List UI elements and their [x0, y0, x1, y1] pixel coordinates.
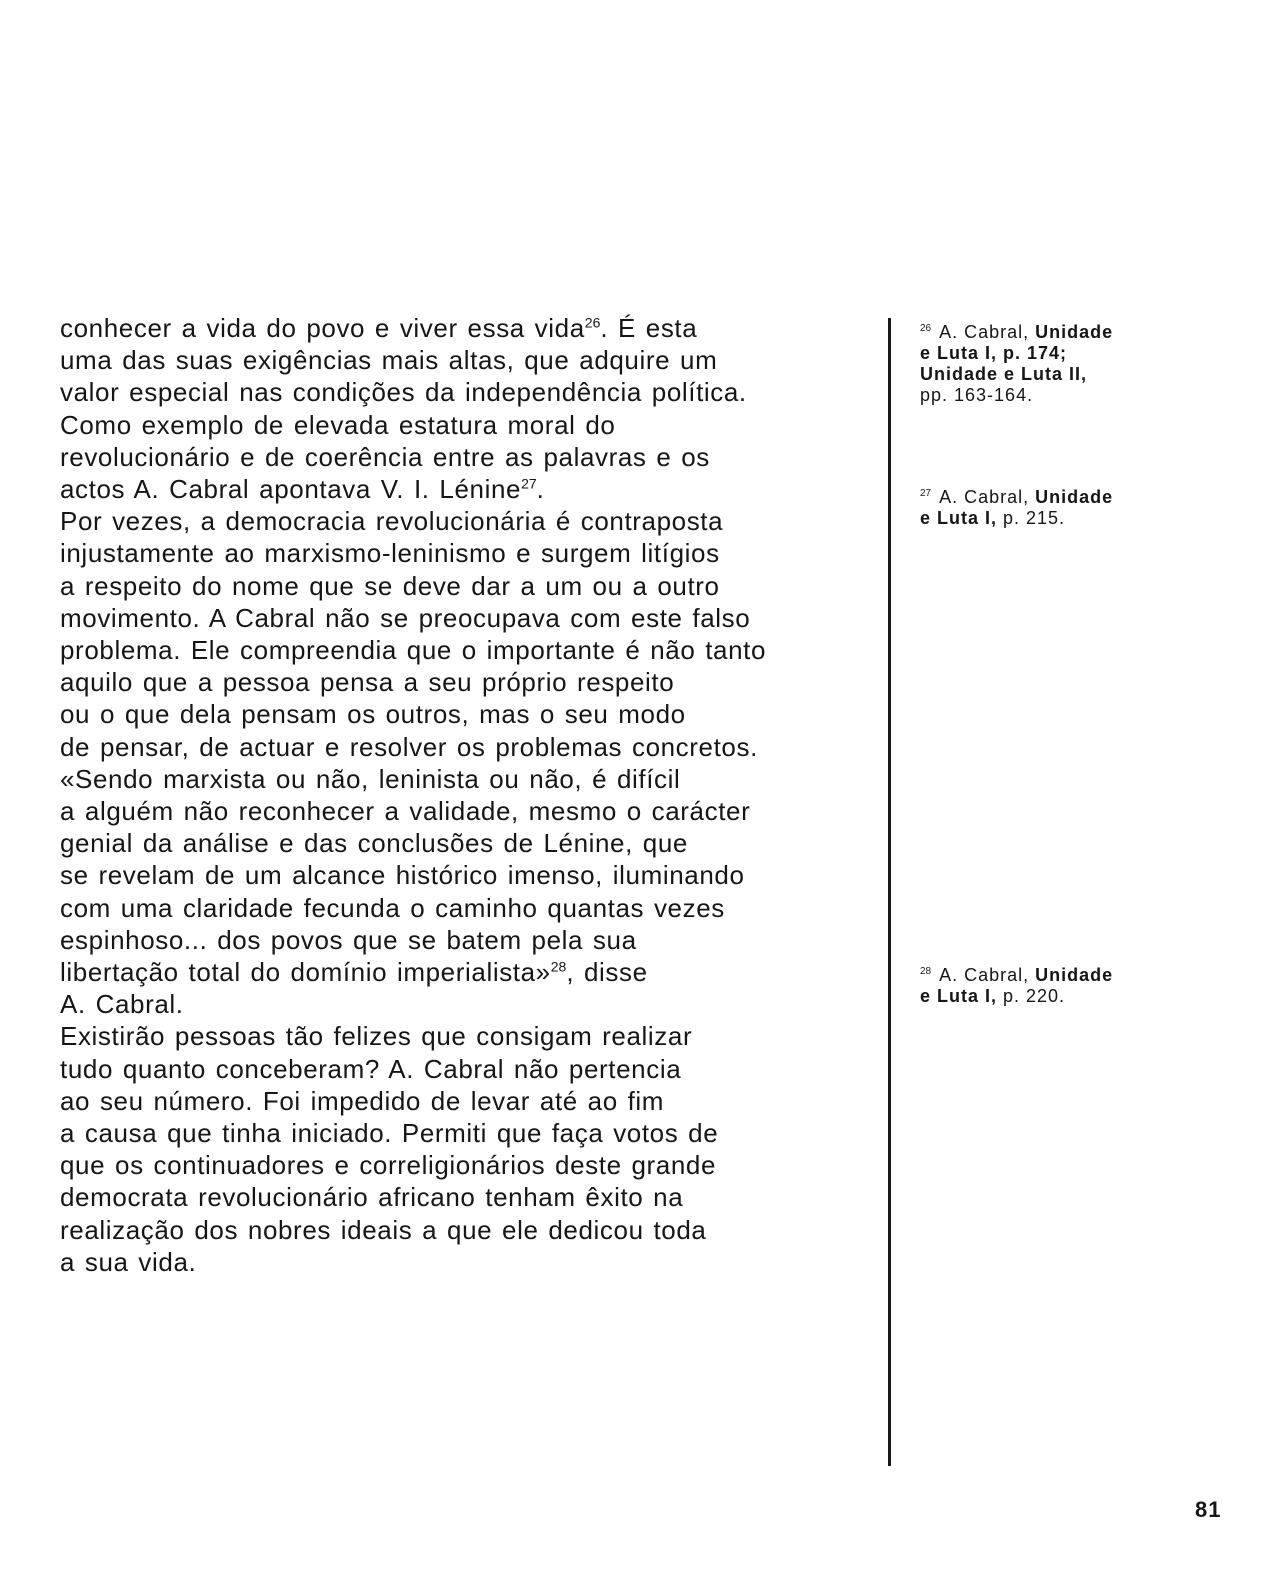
text-line: libertação total do domínio imperialista»$^{28}$, disse [60, 957, 648, 988]
page-number: 81 [1195, 1497, 1222, 1522]
text-line: a respeito do nome que se deve dar a um ou a outro [60, 570, 720, 601]
footnote-26: $^{26}$ A. Cabral, Unidade e Luta I, p. 174; Unidade e Luta II, pp. 163-164. [920, 322, 1114, 405]
text-line: injustamente ao marxismo-leninismo e surgem litígios [60, 538, 720, 569]
footnote-ref-27: 27 [521, 475, 537, 492]
text-line: a alguém não reconhecer a validade, mesmo o carácter [60, 796, 751, 827]
text-line: revolucionário e de coerência entre as palavras e os [60, 441, 710, 472]
text-line: ao seu número. Foi impedido de levar até ao fim [60, 1085, 665, 1116]
text-line: tudo quanto conceberam? A. Cabral não pertencia [60, 1053, 682, 1084]
text-line: ou o que dela pensam os outros, mas o seu modo [60, 699, 686, 730]
text-line: problema. Ele compreendia que o importante é não tanto [60, 635, 767, 666]
text-line: Como exemplo de elevada estatura moral do [60, 409, 616, 440]
text-line: genial da análise e das conclusões de Lénine, que [60, 828, 688, 859]
text-line: «Sendo marxista ou não, leninista ou não, é difícil [60, 763, 681, 794]
footnote-number: 28 [920, 966, 932, 977]
text-line: valor especial nas condições da independência política. [60, 377, 747, 408]
text-line: A. Cabral. [60, 989, 184, 1020]
text-line: de pensar, de actuar e resolver os problemas concretos. [60, 731, 758, 762]
text-line: realização dos nobres ideais a que ele dedicou toda [60, 1214, 707, 1245]
text-line: espinhoso... dos povos que se batem pela sua [60, 924, 637, 955]
footnote-number: 27 [920, 488, 932, 499]
text-line: se revelam de um alcance histórico imenso, iluminando [60, 860, 745, 891]
text-line: democrata revolucionário africano tenham êxito na [60, 1182, 684, 1213]
text-line: com uma claridade fecunda o caminho quantas vezes [60, 892, 725, 923]
text-line: Por vezes, a democracia revolucionária é contraposta [60, 506, 724, 537]
text-line: movimento. A Cabral não se preocupava com este falso [60, 602, 751, 633]
main-body-text [60, 312, 885, 1278]
text-line: uma das suas exigências mais altas, que adquire um [60, 345, 718, 376]
text-line: actos A. Cabral apontava V. I. Lénine$^{27}$. [60, 474, 545, 505]
text-line: conhecer a vida do povo e viver essa vida$^{26}$. É esta [60, 313, 698, 343]
footnote-28: $^{28}$ A. Cabral, Unidade e Luta I, p. 220. [920, 965, 1114, 1006]
text-line: a sua vida. [60, 1246, 197, 1277]
footnote-27: $^{27}$ A. Cabral, Unidade e Luta I, p. 215. [920, 487, 1114, 528]
text-line: aquilo que a pessoa pensa a seu próprio respeito [60, 667, 675, 698]
text-line: que os continuadores e correligionários deste grande [60, 1150, 717, 1181]
text-line: a causa que tinha iniciado. Permiti que faça votos de [60, 1118, 719, 1149]
text-line: Existirão pessoas tão felizes que consigam realizar [60, 1021, 693, 1052]
footnote-ref-26: 26 [584, 314, 601, 331]
footnote-number: 26 [920, 323, 932, 334]
margin-divider-line [888, 318, 891, 1466]
footnote-ref-28: 28 [550, 958, 567, 975]
